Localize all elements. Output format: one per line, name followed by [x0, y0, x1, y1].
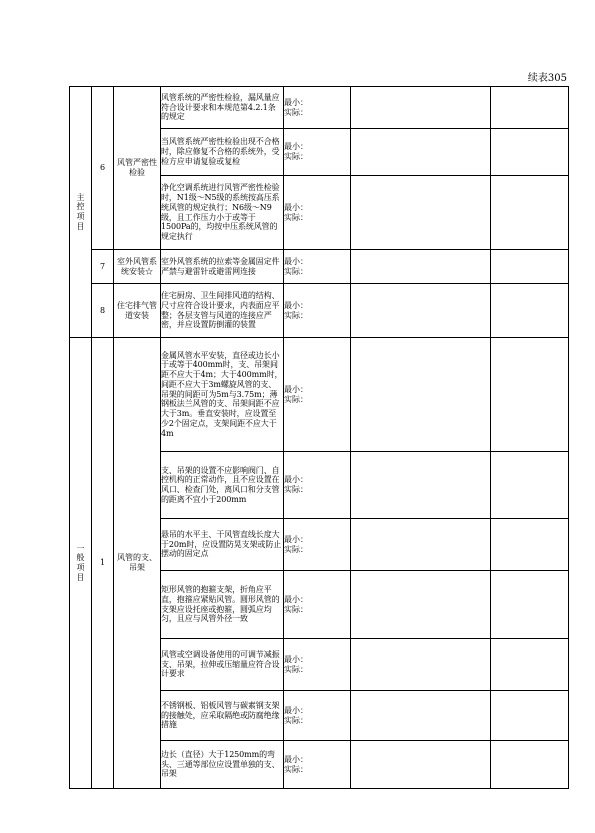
item-name: 风管严密性检验	[114, 87, 161, 250]
record-cell[interactable]	[351, 176, 491, 250]
actual-label: 实际：	[284, 485, 308, 494]
measurement-cell[interactable]	[284, 176, 351, 250]
requirement-text: 不锈钢板、铝板风管与碳素钢支架的接触处，应采取隔绝或防腐绝缘措施	[161, 691, 284, 741]
section-category	[70, 87, 92, 338]
record-cell[interactable]	[351, 691, 491, 741]
table-row	[70, 250, 569, 284]
item-number: 1	[92, 338, 114, 789]
min-label: 最小：	[284, 97, 308, 107]
min-label: 最小：	[284, 475, 308, 485]
requirement-text: 悬吊的水平主、干风管直线长度大于20m时，应设置防晃支架或防止摆动的固定点	[161, 519, 284, 571]
remark-cell[interactable]	[491, 741, 569, 789]
measurement-cell[interactable]	[284, 571, 351, 639]
min-label: 最小：	[284, 256, 308, 266]
requirement-text: 净化空调系统进行风管严密性检验时，N1级～N5级的系统按高压系统风管的规定执行；N6级～N9级，且工作压力小于或等于1500Pa的，均按中压系统风管的规定执行	[161, 176, 284, 250]
item-number: 6	[92, 87, 114, 250]
actual-label: 实际：	[284, 266, 308, 276]
record-cell[interactable]	[351, 639, 491, 691]
actual-label: 实际：	[284, 152, 308, 161]
min-label: 最小：	[284, 594, 308, 604]
remark-cell[interactable]	[491, 250, 569, 284]
actual-label: 实际：	[284, 212, 308, 222]
table-row	[70, 87, 569, 129]
remark-cell[interactable]	[491, 176, 569, 250]
remark-cell[interactable]	[491, 129, 569, 176]
inspection-table	[69, 86, 569, 789]
item-name: 室外风管系统安装☆	[114, 250, 161, 284]
record-cell[interactable]	[351, 571, 491, 639]
requirement-text: 边长（直径）大于1250mm的弯头、三通等部位应设置单独的支、吊架	[161, 741, 284, 789]
measurement-cell[interactable]	[284, 284, 351, 338]
record-cell[interactable]	[351, 519, 491, 571]
record-cell[interactable]	[351, 87, 491, 129]
actual-label: 实际：	[284, 664, 308, 674]
actual-label: 实际：	[284, 604, 308, 614]
min-label: 最小：	[284, 754, 308, 764]
record-cell[interactable]	[351, 129, 491, 176]
measurement-cell[interactable]	[284, 87, 351, 129]
record-cell[interactable]	[351, 452, 491, 519]
min-label: 最小：	[284, 300, 308, 310]
actual-label: 实际：	[284, 107, 308, 117]
requirement-text: 当风管系统严密性检验出现不合格时，除应修复不合格的系统外，受检方应申请复验或复检	[161, 129, 284, 176]
table-row	[70, 338, 569, 452]
item-number: 8	[92, 284, 114, 338]
remark-cell[interactable]	[491, 338, 569, 452]
actual-label: 实际：	[284, 764, 308, 774]
remark-cell[interactable]	[491, 571, 569, 639]
section-category-label: 一般项目	[76, 543, 85, 582]
requirement-text: 矩形风管的抱箍支架，折角应平直，抱箍应紧贴风管。圆形风管的支架应设托座或抱箍，圆弧应均匀，且应与风管外径一致	[161, 571, 284, 639]
min-label: 最小：	[284, 705, 308, 715]
measurement-cell[interactable]	[284, 691, 351, 741]
min-label: 最小：	[284, 654, 308, 664]
inspection-table-body	[70, 87, 569, 789]
requirement-text: 风管或空调设备使用的可调节减振支、吊架，拉伸或压缩量应符合设计要求	[161, 639, 284, 691]
section-category-label: 主控项目	[76, 192, 85, 231]
remark-cell[interactable]	[491, 87, 569, 129]
requirement-text: 住宅厨房、卫生间排风道的结构、尺寸应符合设计要求，内表面应平整；各层支管与风道的连接应严密，并应设置防倒灌的装置	[161, 284, 284, 338]
measurement-cell[interactable]	[284, 250, 351, 284]
measurement-cell[interactable]	[284, 741, 351, 789]
record-cell[interactable]	[351, 338, 491, 452]
measurement-cell[interactable]	[284, 452, 351, 519]
actual-label: 实际：	[284, 715, 308, 725]
measurement-cell[interactable]	[284, 129, 351, 176]
remark-cell[interactable]	[491, 519, 569, 571]
requirement-text: 支、吊架的设置不应影响阀门、自控机构的正常动作，且不应设置在风口、检查门处，离风口和分支管的距离不宜小于200mm	[161, 452, 284, 519]
actual-label: 实际：	[284, 310, 308, 320]
remark-cell[interactable]	[491, 284, 569, 338]
min-label: 最小：	[284, 202, 308, 212]
section-category	[70, 338, 92, 789]
table-row	[70, 284, 569, 338]
actual-label: 实际：	[284, 394, 308, 404]
remark-cell[interactable]	[491, 639, 569, 691]
record-cell[interactable]	[351, 741, 491, 789]
remark-cell[interactable]	[491, 452, 569, 519]
actual-label: 实际：	[284, 544, 308, 554]
min-label: 最小：	[284, 534, 308, 544]
requirement-text: 金属风管水平安装，直径或边长小于或等于400mm时，支、吊架间距不应大于4m；大于400mm时，间距不应大于3m螺旋风管的支、吊架的间距可为5m与3.75m；薄钢板法兰风管的支、吊架间距不应大于3m。垂直安装时，应设置至少2个固定点，支架间距不应大于4m	[161, 338, 284, 452]
item-name: 风管的支、吊架	[114, 338, 161, 789]
min-label: 最小：	[284, 142, 308, 152]
record-cell[interactable]	[351, 250, 491, 284]
record-cell[interactable]	[351, 284, 491, 338]
requirement-text: 风管系统的严密性检验，漏风量应符合设计要求和本规范第4.2.1条的规定	[161, 87, 284, 129]
continued-table-label: 续表305	[527, 73, 567, 84]
requirement-text: 室外风管系统的拉索等金属固定件严禁与避雷针或避雷网连接	[161, 250, 284, 284]
item-number: 7	[92, 250, 114, 284]
measurement-cell[interactable]	[284, 519, 351, 571]
min-label: 最小：	[284, 384, 308, 394]
measurement-cell[interactable]	[284, 639, 351, 691]
item-name: 住宅排气管道安装	[114, 284, 161, 338]
remark-cell[interactable]	[491, 691, 569, 741]
measurement-cell[interactable]	[284, 338, 351, 452]
